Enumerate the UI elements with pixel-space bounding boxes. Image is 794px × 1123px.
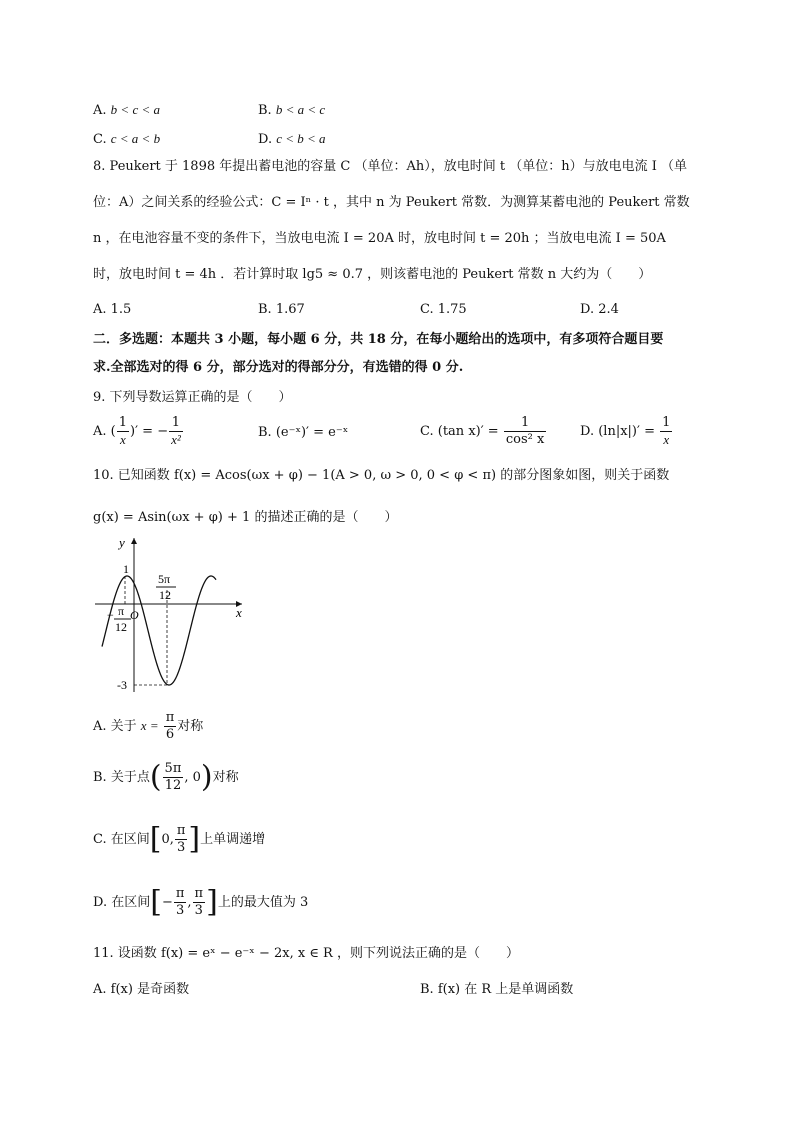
q10-option-a [93,708,203,745]
numerator: 1 [169,415,183,432]
q7-option-b [258,100,325,121]
numerator: 1 [504,415,546,432]
q8-option-d: D. 2.4 [580,302,619,317]
x-tick-left-denominator: 12 [115,620,127,634]
x-tick-right-denominator: 12 [159,588,171,602]
q7-option-d [258,129,326,150]
option-tail: 上单调递增 [200,832,266,847]
denominator: 3 [175,903,185,918]
option-expr: b < c < a [110,102,160,117]
q9-stem: 9. 下列导数运算正确的是（ ） [93,390,292,405]
q9-option-a: A. ( $\frac{1}{x}$ )′ = − $\frac{1}{\text{x²}}$ [93,415,181,447]
origin-label: O [130,608,139,622]
denominator: x² [171,432,181,447]
numerator: 5π [164,761,182,776]
fraction [660,415,672,448]
q10-line-1: 10. 已知函数 f(x) = Acos(ωx + φ) − 1(A > 0, ω > 0, 0 < φ < π) 的部分图象如图，则关于函数 [93,468,670,483]
denominator: 12 [164,778,182,793]
q11-option-b: B. f(x) 在 R 上是单调函数 [420,982,574,997]
q11-option-a: A. f(x) 是奇函数 [93,982,190,997]
numerator: π [175,886,185,901]
option-label: A. [93,424,107,439]
q10-line-2: g(x) = Asin(ωx + φ) + 1 的描述正确的是（ ） [93,510,398,525]
denominator: cos² x [505,432,545,447]
option-expr: b < a < c [275,102,326,117]
option-label: B. 关于点 [93,770,150,785]
q7-option-a [93,100,160,121]
expr-part: , [187,895,192,910]
numerator: π [165,710,175,725]
numerator: π [194,886,204,901]
q8-option-a: A. 1.5 [93,302,132,317]
q11-stem: 11. 设函数 f(x) = eˣ − e⁻ˣ − 2x, x ∈ R ，则下列说法正确的是（ ） [93,946,519,961]
fraction [174,886,187,919]
expr-part: − [161,895,173,910]
q10-option-b: B. 关于点( $\frac{5\pi}{12}$ , 0)对称 [93,759,239,795]
numerator: π [176,823,186,838]
option-label: C. 在区间 [93,832,150,847]
option-label: C. [420,424,434,439]
q9-option-d [580,414,673,450]
y-tick-max: 1 [123,562,129,576]
denominator: x [120,432,126,447]
section-2-heading-line-2: 求.全部选对的得 6 分，部分选对的得部分分，有选错的得 0 分. [93,360,464,375]
q10-function-graph [90,530,260,695]
section-2-heading-line-1: 二．多选题：本题共 3 小题，每小题 6 分，共 18 分，在每小题给出的选项中，有多项符合题目要 [93,332,664,347]
x-tick-right-numerator: 5π [158,572,171,586]
x-axis-label: x [236,605,242,620]
expr-part: )′ = − [130,424,169,439]
option-label: D. [258,132,273,147]
q8-option-c: C. 1.75 [420,302,467,317]
q9-option-b [258,423,348,443]
q8-line-3: n ，在电池容量不变的条件下，当放电电流 I = 20A 时，放电时间 t = 20h ；当放电电流 I = 50A [93,231,666,246]
y-tick-min: -3 [117,678,127,692]
fraction [193,886,206,919]
x-tick-left-numerator: π [118,604,125,618]
fraction [117,415,129,448]
q8-option-b: B. 1.67 [258,302,305,317]
fraction [169,415,183,448]
option-label: A. 关于 [93,719,137,734]
expr-part: (ln|x|)′ = [598,424,655,439]
fraction [504,415,546,448]
y-axis-label: y [119,535,125,550]
option-tail: 对称 [212,770,239,785]
denominator: 3 [177,840,186,855]
fraction [164,710,177,743]
expr-part: 0, [161,832,174,847]
option-expr: (e⁻ˣ)′ = e⁻ˣ [275,425,349,440]
option-label: B. [258,425,272,440]
option-expr: c < a < b [110,131,161,146]
option-label: D. 在区间 [93,895,151,910]
option-tail: 上的最大值为 3 [217,895,309,910]
q8-line-2: 位：A）之间关系的经验公式：C = Iⁿ · t ，其中 n 为 Peukert 常数．为测算某蓄电池的 Peukert 常数 [93,195,690,210]
q8-line-4: 时，放电时间 t = 4h ．若计算时取 lg5 ≈ 0.7 ，则该蓄电池的 Peukert 常数 n 大约为（ ） [93,267,652,282]
denominator: 6 [165,727,175,742]
option-label: B. [258,103,272,118]
q10-option-c: C. 在区间[0, $\frac{\pi}{3}$ ]上单调递增 [93,821,266,857]
option-label: D. [580,424,595,439]
numerator: 1 [662,415,671,430]
option-label: C. [93,132,107,147]
option-expr: c < b < a [276,131,326,146]
numerator: 1 [118,415,128,430]
expr-part: , 0 [184,770,201,785]
x-tick-left-sign: − [107,608,114,622]
q10-option-d: D. 在区间[− $\frac{\pi}{3}$ , $\frac{\pi}{3}$ ]上的最大值为 3 [93,884,309,920]
denominator: x [663,432,670,447]
expr-part: (tan x)′ = [437,424,499,439]
q8-line-1: 8. Peukert 于 1898 年提出蓄电池的容量 C （单位：Ah），放电时间 t （单位：h）与放电电流 I （单 [93,159,687,174]
option-label: A. [93,103,107,118]
denominator: 3 [194,903,203,918]
fraction [163,761,184,794]
fraction [175,823,188,856]
q7-option-c [93,129,160,150]
option-tail: 对称 [177,719,204,734]
expr-part: x = [140,718,159,733]
q9-option-c [420,414,547,450]
